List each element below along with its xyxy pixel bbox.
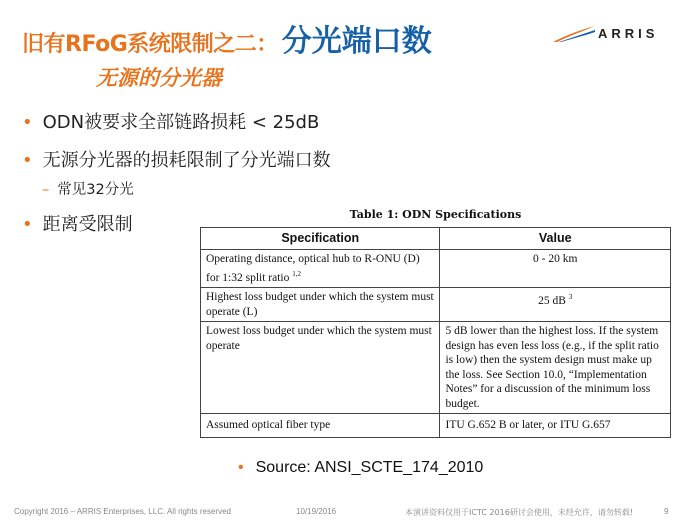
spec-cell — [201, 414, 440, 438]
table-row — [201, 288, 671, 322]
arris-swoosh-icon — [551, 24, 597, 44]
bullet-text: 无源分光器的损耗限制了分光端口数 — [42, 150, 331, 171]
table-header-row — [201, 228, 671, 250]
bullet-text: 距离受限制 — [42, 214, 133, 235]
bullet-item — [22, 146, 331, 172]
spec-text: Highest loss budget under which the system must operate (L) — [206, 291, 434, 318]
bullet-dot-icon: • — [22, 112, 33, 133]
footnote-ref: 3 — [568, 293, 573, 301]
sub-bullet-item — [42, 178, 134, 199]
footnote-ref: 1,2 — [292, 269, 301, 278]
sub-bullet-text: 常见32分光 — [57, 182, 134, 198]
odn-spec-table — [200, 227, 671, 438]
bullet-dot-icon: • — [238, 459, 244, 476]
logo-text: ARRIS — [598, 26, 659, 41]
value-cell — [440, 288, 671, 322]
table-row — [201, 414, 671, 438]
table-caption: Table 1: ODN Specifications — [349, 208, 522, 221]
dash-icon: – — [42, 182, 50, 198]
footer-note: 本演讲资料仅用于ICTC 2016研讨会使用，未经允许，请勿转载! — [405, 508, 634, 517]
page-number: 9 — [664, 507, 669, 516]
bullet-text: ODN被要求全部链路损耗 < 25dB — [42, 112, 320, 133]
value-text: ITU G.652 B or later, or ITU G.657 — [445, 419, 611, 432]
bullet-dot-icon: • — [22, 214, 33, 235]
table-row — [201, 250, 671, 288]
value-cell — [440, 322, 671, 414]
title-part1: 旧有RFoG系统限制之二： — [22, 32, 278, 57]
value-text: 0 - 20 km — [533, 253, 578, 265]
source-text: Source: ANSI_SCTE_174_2010 — [255, 459, 484, 476]
footer-copyright: Copyright 2016 – ARRIS Enterprises, LLC. All rights reserved — [14, 507, 231, 516]
arris-logo — [551, 24, 677, 44]
slide-subtitle: 无源的分光器 — [96, 66, 222, 90]
value-text: 25 dB — [538, 295, 566, 307]
column-header: Specification — [201, 228, 440, 250]
value-cell — [440, 250, 671, 288]
title-part2: 分光端口数 — [281, 24, 432, 59]
bullet-dot-icon: • — [22, 150, 33, 171]
spec-cell — [201, 250, 440, 288]
value-cell — [440, 414, 671, 438]
bullet-item — [22, 108, 319, 134]
spec-text: Operating distance, optical hub to R-ONU (D) for 1:32 split ratio — [206, 253, 420, 284]
column-header: Value — [440, 228, 671, 250]
value-text: 5 dB lower than the highest loss. If the system design has even less loss (e.g., if the split ratio is low) then the system design must make up the loss. See Section 10.0, “Implementation Notes” for a discussion of the minimum loss budget. — [445, 325, 659, 410]
bullet-item — [22, 210, 133, 236]
slide-title — [22, 16, 432, 60]
spec-cell — [201, 288, 440, 322]
spec-text: Assumed optical fiber type — [206, 419, 331, 432]
table-row — [201, 322, 671, 414]
spec-text: Lowest loss budget under which the system must operate — [206, 325, 432, 352]
source-citation — [238, 459, 483, 477]
spec-cell — [201, 322, 440, 414]
footer-date: 10/19/2016 — [296, 507, 337, 516]
